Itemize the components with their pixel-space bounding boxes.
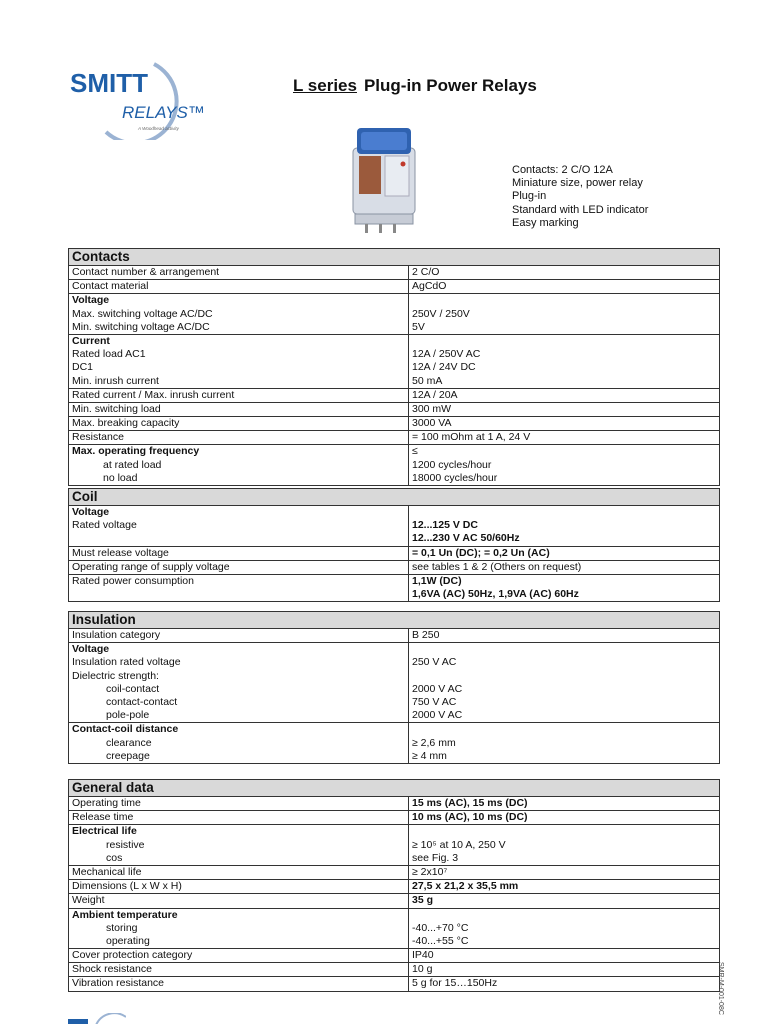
row-value bbox=[409, 880, 719, 893]
section-title: Coil bbox=[69, 488, 719, 505]
label-line: Weight bbox=[72, 894, 105, 907]
logo-tagline: A Woodhead activity bbox=[138, 126, 179, 131]
row-value bbox=[409, 629, 719, 642]
label-line: Max. breaking capacity bbox=[72, 417, 180, 430]
label-line: storing bbox=[106, 921, 138, 934]
value-line: ≤ bbox=[412, 445, 418, 458]
row-label bbox=[69, 880, 409, 893]
value-line: ≥ 10⁵ at 10 A, 250 V bbox=[412, 838, 506, 851]
label-line: Current bbox=[72, 334, 110, 347]
table-row bbox=[69, 546, 719, 560]
label-line: Electrical life bbox=[72, 825, 137, 838]
value-line: 27,5 x 21,2 x 35,5 mm bbox=[412, 880, 519, 893]
value-line: ≥ 4 mm bbox=[412, 749, 447, 762]
table-row bbox=[69, 893, 719, 907]
row-label bbox=[69, 403, 409, 416]
row-label bbox=[69, 723, 409, 763]
value-line: -40...+55 °C bbox=[412, 934, 469, 947]
coil-table bbox=[68, 488, 720, 602]
label-line: Contact number & arrangement bbox=[72, 266, 220, 278]
row-label bbox=[69, 431, 409, 444]
label-line: Release time bbox=[72, 811, 134, 824]
insulation-table bbox=[68, 611, 720, 764]
value-line: 300 mW bbox=[412, 402, 452, 415]
row-value bbox=[409, 561, 719, 574]
value-line: 12A / 250V AC bbox=[412, 348, 481, 361]
value-line: 1,6VA (AC) 50Hz, 1,9VA (AC) 60Hz bbox=[412, 588, 579, 601]
row-label bbox=[69, 547, 409, 560]
row-value bbox=[409, 266, 719, 279]
label-line: Cover protection category bbox=[72, 949, 193, 962]
value-line bbox=[412, 294, 719, 307]
value-line bbox=[412, 825, 719, 838]
value-line: 250 V AC bbox=[412, 656, 457, 669]
row-label bbox=[69, 335, 409, 388]
value-line: IP40 bbox=[412, 949, 434, 962]
label-line: pole-pole bbox=[106, 709, 150, 722]
label-line: Max. operating frequency bbox=[72, 445, 200, 458]
row-value bbox=[409, 797, 719, 810]
label-line: coil-contact bbox=[106, 682, 160, 695]
feature-item: Plug-in bbox=[512, 190, 547, 203]
value-line: 12...230 V AC 50/60Hz bbox=[412, 532, 520, 545]
row-label bbox=[69, 561, 409, 574]
value-line: see Fig. 3 bbox=[412, 851, 459, 864]
label-line: Operating range of supply voltage bbox=[72, 560, 230, 573]
value-line: 5V bbox=[412, 320, 425, 333]
label-line: operating bbox=[106, 934, 150, 947]
value-line: 12A / 20A bbox=[412, 388, 458, 401]
row-label bbox=[69, 266, 409, 279]
row-value bbox=[409, 894, 719, 907]
logo-sub: RELAYS™ bbox=[122, 103, 205, 122]
logo-brand: SMITT bbox=[70, 68, 148, 98]
label-line: Voltage bbox=[72, 506, 110, 518]
value-line: see tables 1 & 2 (Others on request) bbox=[412, 560, 582, 573]
value-line: 750 V AC bbox=[412, 695, 457, 708]
feature-item: Contacts: 2 C/O 12A bbox=[512, 164, 613, 176]
label-line: Rated current / Max. inrush current bbox=[72, 388, 235, 401]
row-label bbox=[69, 280, 409, 293]
row-label bbox=[69, 643, 409, 722]
row-value bbox=[409, 977, 719, 990]
value-line bbox=[412, 643, 719, 656]
label-line: Dimensions (L x W x H) bbox=[72, 880, 182, 893]
row-label bbox=[69, 825, 409, 865]
row-value bbox=[409, 866, 719, 879]
row-value bbox=[409, 963, 719, 976]
table-row bbox=[69, 976, 719, 990]
table-row bbox=[69, 402, 719, 416]
feature-item: Easy marking bbox=[512, 216, 579, 229]
value-line: 5 g for 15…150Hz bbox=[412, 977, 498, 990]
row-value bbox=[409, 909, 719, 949]
row-label bbox=[69, 949, 409, 962]
row-value bbox=[409, 431, 719, 444]
row-label bbox=[69, 294, 409, 334]
value-line: 12A / 24V DC bbox=[412, 361, 476, 374]
value-line: 35 g bbox=[412, 894, 434, 907]
table-row bbox=[69, 908, 719, 949]
label-line: Insulation category bbox=[72, 629, 161, 641]
table-row bbox=[69, 430, 719, 444]
label-line: resistive bbox=[106, 838, 145, 851]
value-line bbox=[412, 670, 719, 683]
title-text: Plug-in Power Relays bbox=[363, 76, 537, 95]
label-line: Dielectric strength: bbox=[72, 669, 159, 682]
relay-product-image bbox=[343, 120, 425, 235]
value-line: 10 g bbox=[412, 963, 433, 976]
value-line: 1,1W (DC) bbox=[412, 574, 462, 587]
label-line: Rated load AC1 bbox=[72, 348, 146, 361]
value-line: 2000 V AC bbox=[412, 709, 463, 722]
table-row bbox=[69, 388, 719, 402]
label-line: contact-contact bbox=[106, 695, 178, 708]
value-line: 10 ms (AC), 10 ms (DC) bbox=[412, 811, 528, 824]
table-row bbox=[69, 628, 719, 642]
row-value bbox=[409, 575, 719, 601]
row-value bbox=[409, 811, 719, 824]
section-title: Contacts bbox=[69, 248, 719, 265]
value-line bbox=[412, 506, 719, 519]
table-row bbox=[69, 279, 719, 293]
label-line: DC1 bbox=[72, 361, 94, 374]
row-value bbox=[409, 389, 719, 402]
value-line bbox=[412, 335, 719, 348]
contacts-table bbox=[68, 248, 720, 486]
row-value bbox=[409, 294, 719, 334]
feature-list bbox=[512, 163, 648, 229]
table-row bbox=[69, 810, 719, 824]
value-line: B 250 bbox=[412, 629, 440, 641]
row-label bbox=[69, 506, 409, 546]
table-row bbox=[69, 265, 719, 279]
value-line: 2 C/O bbox=[412, 266, 440, 278]
row-value bbox=[409, 825, 719, 865]
label-line bbox=[72, 588, 408, 601]
value-line: ≥ 2x10⁷ bbox=[412, 865, 448, 878]
row-value bbox=[409, 445, 719, 485]
table-row bbox=[69, 796, 719, 810]
label-line: Contact-coil distance bbox=[72, 723, 179, 736]
value-line: 2000 V AC bbox=[412, 682, 463, 695]
label-line: clearance bbox=[106, 736, 152, 749]
table-row bbox=[69, 824, 719, 865]
row-label bbox=[69, 389, 409, 402]
value-line: 250V / 250V bbox=[412, 307, 470, 320]
label-line: Must release voltage bbox=[72, 546, 169, 559]
table-row bbox=[69, 865, 719, 879]
table-row bbox=[69, 574, 719, 601]
row-value bbox=[409, 949, 719, 962]
label-line: Rated voltage bbox=[72, 519, 137, 532]
label-line: Insulation rated voltage bbox=[72, 656, 181, 669]
label-line: Contact material bbox=[72, 280, 149, 293]
label-line: Shock resistance bbox=[72, 963, 152, 976]
row-label bbox=[69, 445, 409, 485]
table-row bbox=[69, 334, 719, 388]
value-line: = 100 mOhm at 1 A, 24 V bbox=[412, 431, 531, 444]
table-row bbox=[69, 444, 719, 485]
footer-logo bbox=[66, 1012, 126, 1024]
value-line: 15 ms (AC), 15 ms (DC) bbox=[412, 797, 528, 809]
table-row bbox=[69, 879, 719, 893]
value-line bbox=[412, 723, 719, 736]
row-label bbox=[69, 894, 409, 907]
table-row bbox=[69, 560, 719, 574]
label-line: creepage bbox=[106, 749, 150, 762]
row-label bbox=[69, 797, 409, 810]
row-label bbox=[69, 575, 409, 601]
value-line: AgCdO bbox=[412, 280, 447, 293]
label-line: Ambient temperature bbox=[72, 908, 178, 921]
value-line: = 0,1 Un (DC); = 0,2 Un (AC) bbox=[412, 546, 550, 559]
row-label bbox=[69, 417, 409, 430]
row-label bbox=[69, 811, 409, 824]
table-row bbox=[69, 948, 719, 962]
row-value bbox=[409, 403, 719, 416]
row-value bbox=[409, 643, 719, 722]
label-line: at rated load bbox=[103, 458, 162, 471]
label-line: no load bbox=[103, 471, 138, 484]
label-line: Vibration resistance bbox=[72, 977, 165, 990]
smitt-relays-logo bbox=[66, 58, 206, 140]
value-line: 12...125 V DC bbox=[412, 519, 478, 532]
row-value bbox=[409, 506, 719, 546]
table-row bbox=[69, 416, 719, 430]
section-title: General data bbox=[69, 779, 719, 796]
label-line: Operating time bbox=[72, 797, 141, 809]
page-title bbox=[293, 76, 537, 96]
document-id: SMR-M-001-08C bbox=[717, 962, 724, 1015]
row-label bbox=[69, 909, 409, 949]
label-line: Voltage bbox=[72, 294, 110, 307]
value-line bbox=[412, 909, 719, 922]
row-value bbox=[409, 723, 719, 763]
row-label bbox=[69, 977, 409, 990]
section-title: Insulation bbox=[69, 611, 719, 628]
table-row bbox=[69, 642, 719, 722]
value-line: -40...+70 °C bbox=[412, 921, 469, 934]
feature-item: Miniature size, power relay bbox=[512, 177, 643, 190]
label-line: Min. switching load bbox=[72, 402, 161, 415]
value-line: 3000 VA bbox=[412, 417, 452, 430]
label-line: Rated power consumption bbox=[72, 574, 194, 587]
label-line: Max. switching voltage AC/DC bbox=[72, 307, 213, 320]
row-label bbox=[69, 963, 409, 976]
row-value bbox=[409, 547, 719, 560]
label-line: Min. switching voltage AC/DC bbox=[72, 320, 210, 333]
feature-item: Standard with LED indicator bbox=[512, 203, 649, 216]
table-row bbox=[69, 722, 719, 763]
label-line: cos bbox=[106, 851, 123, 864]
series-name: L series bbox=[293, 76, 357, 95]
label-line: Voltage bbox=[72, 643, 110, 656]
value-line: 18000 cycles/hour bbox=[412, 471, 498, 484]
value-line: 1200 cycles/hour bbox=[412, 458, 492, 471]
row-value bbox=[409, 280, 719, 293]
table-row bbox=[69, 293, 719, 334]
label-line bbox=[72, 532, 408, 545]
table-row bbox=[69, 962, 719, 976]
row-label bbox=[69, 866, 409, 879]
value-line: 50 mA bbox=[412, 374, 443, 387]
value-line: ≥ 2,6 mm bbox=[412, 736, 456, 749]
row-value bbox=[409, 417, 719, 430]
row-value bbox=[409, 335, 719, 388]
row-label bbox=[69, 629, 409, 642]
label-line: Resistance bbox=[72, 431, 124, 444]
label-line: Min. inrush current bbox=[72, 374, 159, 387]
table-row bbox=[69, 505, 719, 546]
label-line: Mechanical life bbox=[72, 865, 142, 878]
general-data-table bbox=[68, 779, 720, 992]
